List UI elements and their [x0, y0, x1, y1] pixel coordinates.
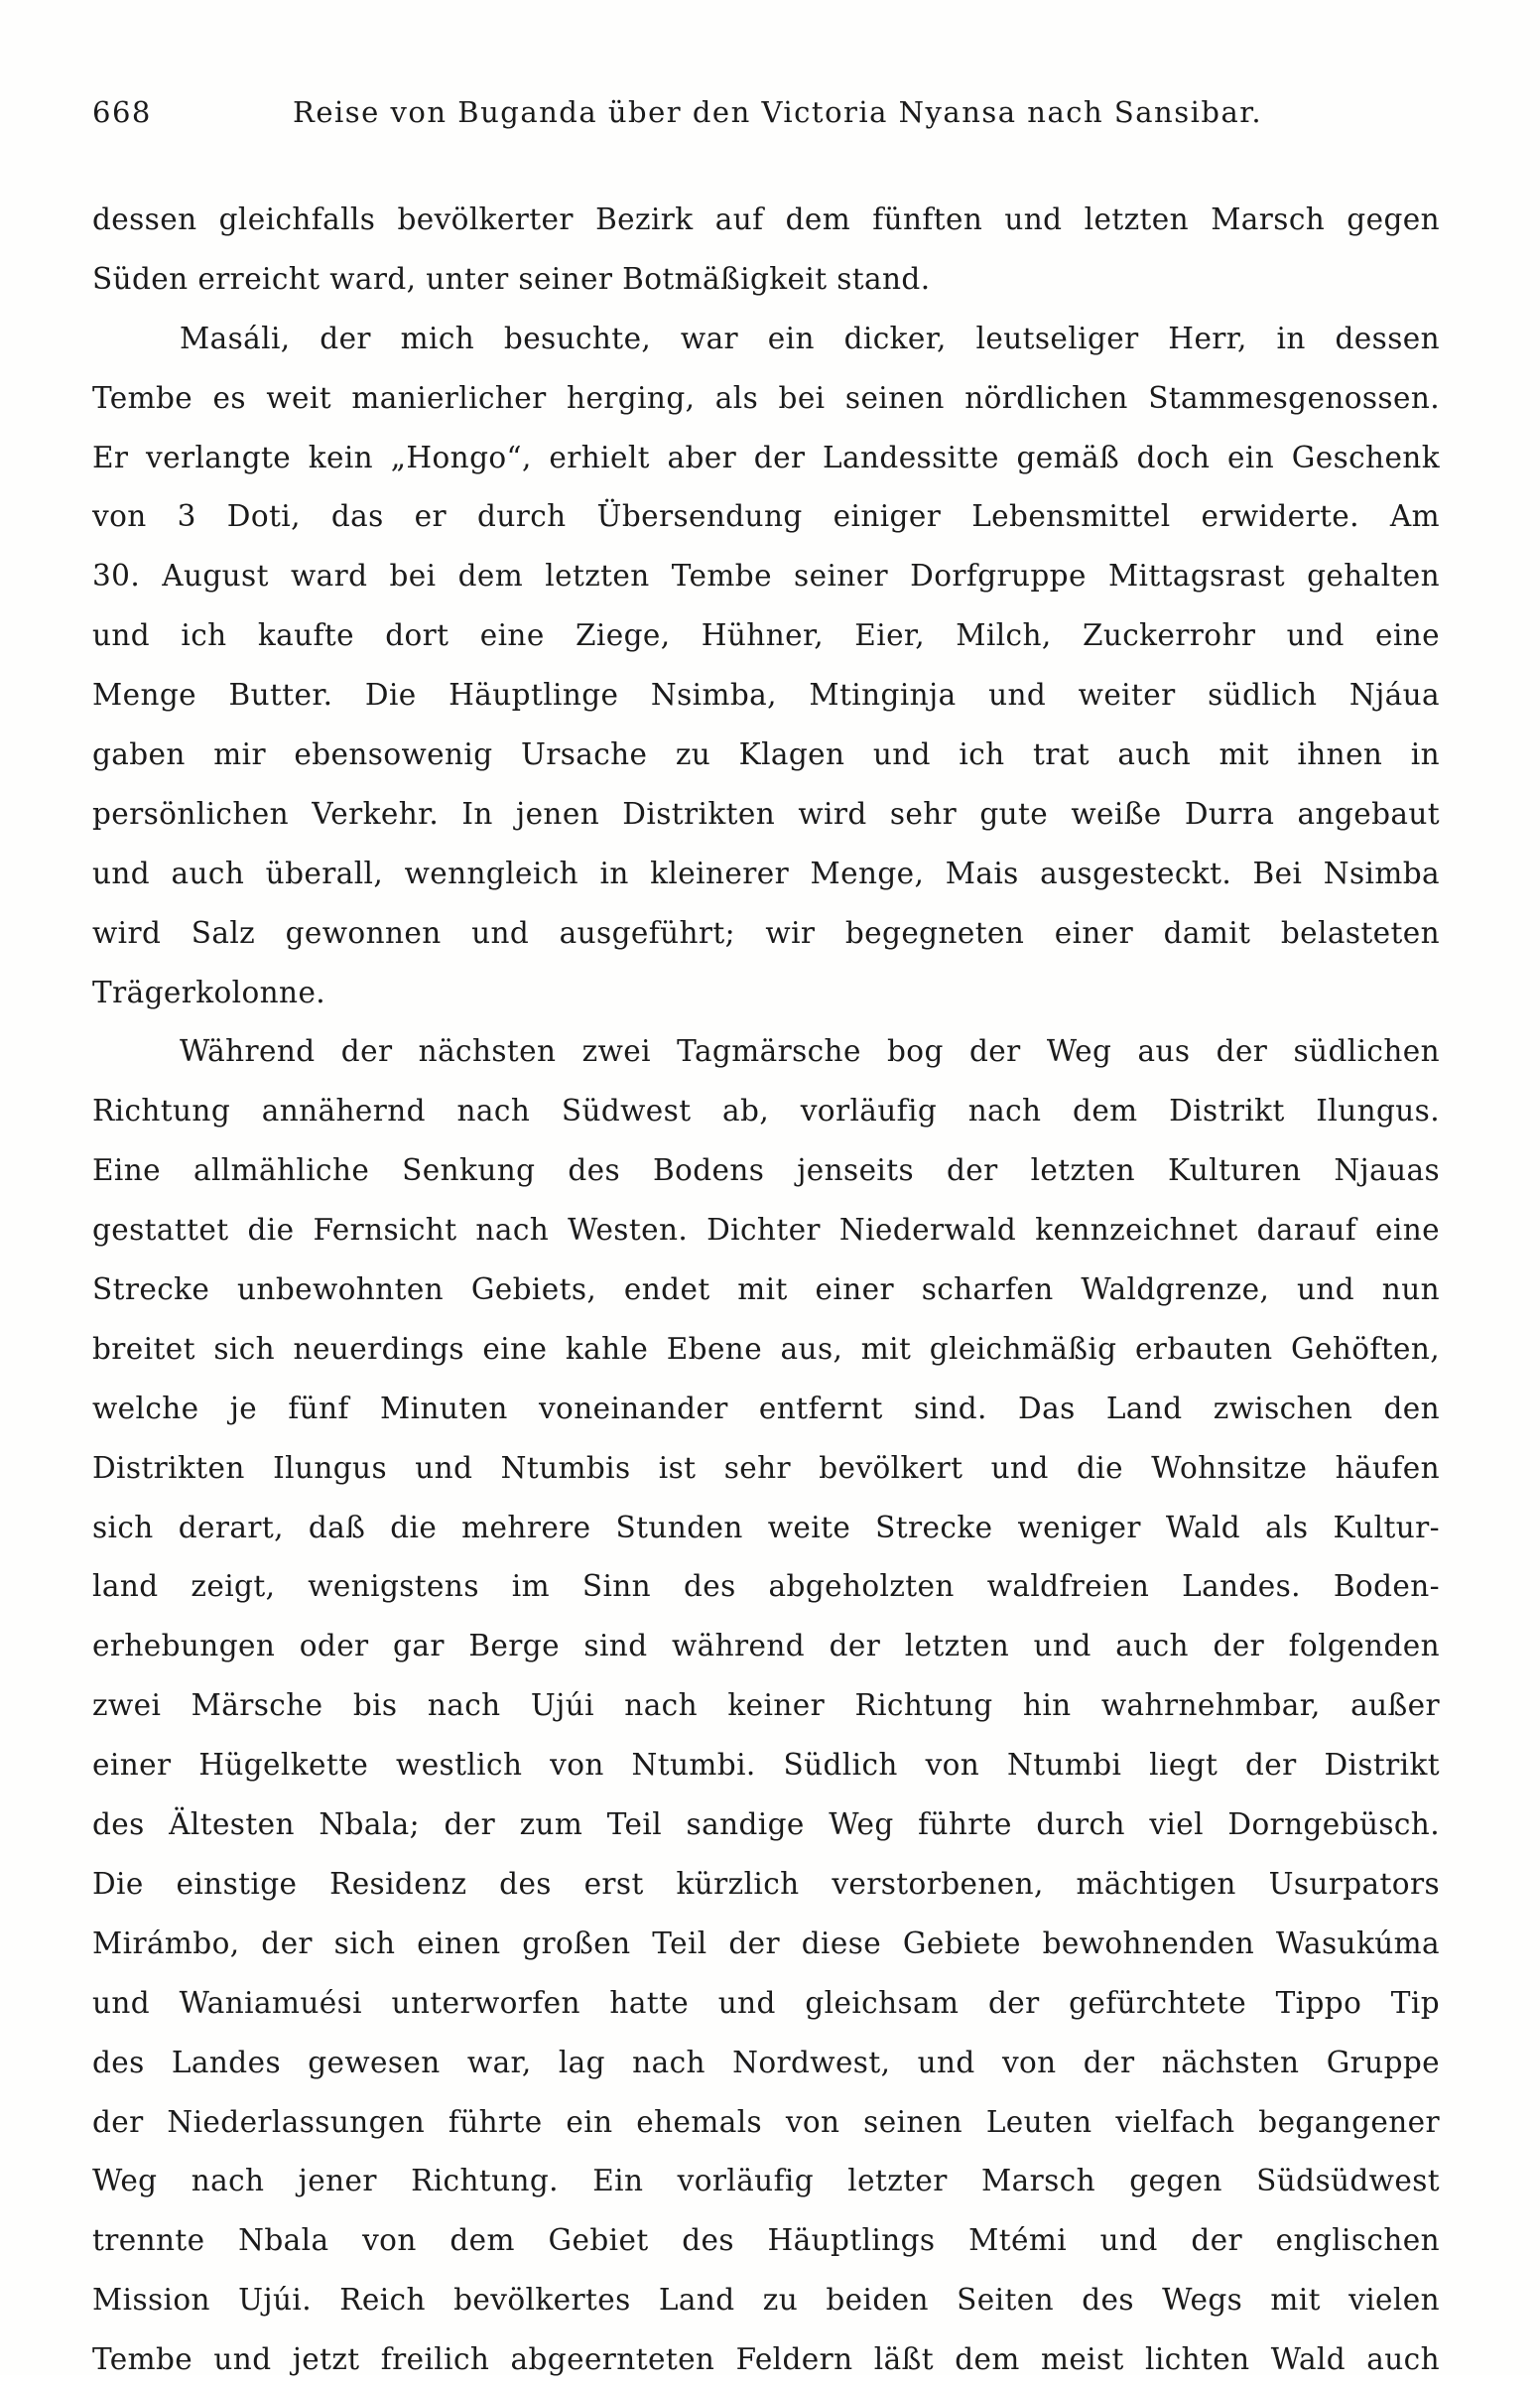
text-line: Richtung annähernd nach Südwest ab, vorläufig nach dem Distrikt Ilungus. [92, 1094, 1440, 1129]
paragraph-start-line: Während der nächsten zwei Tagmärsche bog der Weg aus der südlichen [180, 1034, 1440, 1069]
text-line: des Landes gewesen war, lag nach Nordwest, und von der nächsten Gruppe [92, 2045, 1440, 2079]
page-header [92, 95, 1442, 135]
running-head: Reise von Buganda über den Victoria Nyansa nach Sansibar. [293, 95, 1263, 129]
text-line: Tembe es weit manierlicher herging, als bei seinen nördlichen Stammesgenossen. [92, 380, 1440, 415]
text-line: des Ältesten Nbala; der zum Teil sandige Weg führte durch viel Dorngebüsch. [92, 1807, 1440, 1842]
text-line: der Niederlassungen führte ein ehemals von seinen Leuten vielfach begangener [92, 2104, 1440, 2139]
text-line: trennte Nbala von dem Gebiet des Häuptlings Mtémi und der englischen [92, 2223, 1440, 2258]
text-line: Er verlangte kein „Hongo“, erhielt aber der Landessitte gemäß doch ein Geschenk [92, 440, 1440, 474]
text-line: und auch überall, wenngleich in kleinerer Menge, Mais ausgesteckt. Bei Nsimba [92, 856, 1440, 890]
text-line: Süden erreicht ward, unter seiner Botmäßigkeit stand. [92, 261, 931, 296]
text-line: Tembe und jetzt freilich abgeernteten Feldern läßt dem meist lichten Wald auch [92, 2342, 1440, 2377]
text-line: sich derart, daß die mehrere Stunden weite Strecke weniger Wald als Kultur- [92, 1510, 1440, 1544]
text-line: Die einstige Residenz des erst kürzlich verstorbenen, mächtigen Usurpators [92, 1866, 1440, 1901]
text-line: Trägerkolonne. [92, 975, 326, 1009]
text-line: Distrikten Ilungus und Ntumbis ist sehr bevölkert und die Wohnsitze häufen [92, 1450, 1440, 1485]
text-line: wird Salz gewonnen und ausgeführt; wir begegneten einer damit belasteten [92, 915, 1440, 950]
text-line: zwei Märsche bis nach Ujúi nach keiner Richtung hin wahrnehmbar, außer [92, 1688, 1440, 1723]
text-line: dessen gleichfalls bevölkerter Bezirk auf dem fünften und letzten Marsch gegen [92, 202, 1440, 236]
text-line: und Waniamuési unterworfen hatte und gleichsam der gefürchtete Tippo Tip [92, 1985, 1440, 2020]
text-line: Weg nach jener Richtung. Ein vorläufig letzter Marsch gegen Südsüdwest [92, 2164, 1440, 2198]
text-line: Mission Ujúi. Reich bevölkertes Land zu beiden Seiten des Wegs mit vielen [92, 2283, 1440, 2318]
page-number: 668 [92, 95, 152, 129]
text-line: land zeigt, wenigstens im Sinn des abgeholzten waldfreien Landes. Boden- [92, 1569, 1440, 1604]
text-line: gestattet die Fernsicht nach Westen. Dichter Niederwald kennzeichnet darauf eine [92, 1213, 1440, 1248]
text-line: 30. August ward bei dem letzten Tembe seiner Dorfgruppe Mittagsrast gehalten [92, 559, 1440, 594]
text-line: und ich kaufte dort eine Ziege, Hühner, Eier, Milch, Zuckerrohr und eine [92, 618, 1440, 653]
paragraph-start-line: Masáli, der mich besuchte, war ein dicker, leutseliger Herr, in dessen [180, 321, 1440, 355]
text-line: gaben mir ebensowenig Ursache zu Klagen und ich trat auch mit ihnen in [92, 737, 1440, 772]
text-line: Mirámbo, der sich einen großen Teil der diese Gebiete bewohnenden Wasukúma [92, 1925, 1440, 1960]
text-line: Eine allmähliche Senkung des Bodens jenseits der letzten Kulturen Njauas [92, 1153, 1440, 1188]
text-line: erhebungen oder gar Berge sind während der letzten und auch der folgenden [92, 1629, 1440, 1663]
text-line: einer Hügelkette westlich von Ntumbi. Südlich von Ntumbi liegt der Distrikt [92, 1748, 1440, 1783]
text-line: breitet sich neuerdings eine kahle Ebene aus, mit gleichmäßig erbauten Gehöften, [92, 1331, 1440, 1366]
text-line: persönlichen Verkehr. In jenen Distrikten wird sehr gute weiße Durra angebaut [92, 796, 1440, 831]
text-line: von 3 Doti, das er durch Übersendung einiger Lebensmittel erwiderte. Am [92, 499, 1440, 534]
text-line: Strecke unbewohnten Gebiets, endet mit einer scharfen Waldgrenze, und nun [92, 1272, 1440, 1307]
body-text [92, 191, 1440, 2390]
text-line: Menge Butter. Die Häuptlinge Nsimba, Mtinginja und weiter südlich Njáua [92, 678, 1440, 713]
text-line: welche je fünf Minuten voneinander entfernt sind. Das Land zwischen den [92, 1391, 1440, 1425]
